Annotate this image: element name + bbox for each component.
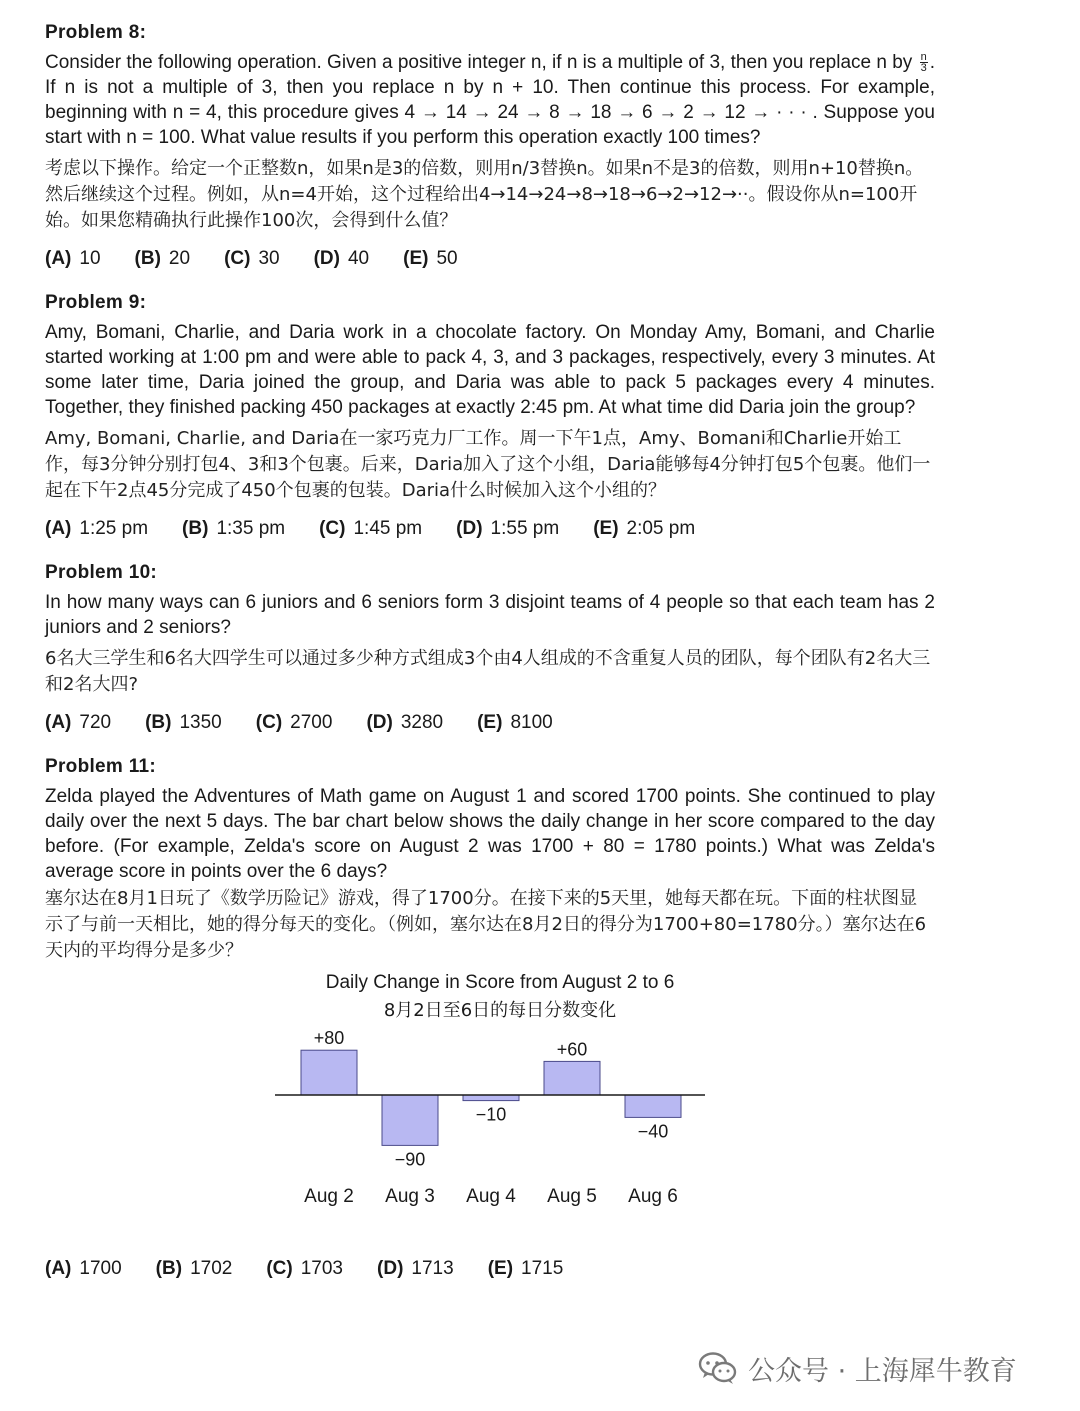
problem-title: Problem 8: xyxy=(45,22,147,43)
category-label: Aug 2 xyxy=(304,1186,354,1207)
answer-choices xyxy=(45,712,935,734)
problem-text-zh: 6名大三学生和6名大四学生可以通过多少种方式组成3个由4人组成的不含重复人员的团队，每个团队有2名大三和2名大四? xyxy=(45,648,931,695)
choice-d xyxy=(377,1258,454,1280)
problem-title: Problem 10: xyxy=(45,562,158,583)
choice-label: (C) xyxy=(266,1258,293,1279)
choice-value: 30 xyxy=(258,248,280,269)
choice-value: 8100 xyxy=(510,712,553,733)
problem-text-zh: 考虑以下操作。给定一个正整数n，如果n是3的倍数，则用n/3替换n。如果n不是3的倍数，则用n+10替换n。然后继续这个过程。例如，从n=4开始，这个过程给出4→14→24→8→18→6→2→12→··。假设你从n=100开始。如果您精确执行此操作100次，会得到什么值？ xyxy=(45,158,924,231)
choice-label: (A) xyxy=(45,518,72,539)
choice-value: 20 xyxy=(168,248,191,269)
chart-title: Daily Change in Score from August 2 to 6 xyxy=(325,972,675,993)
choice-a xyxy=(45,248,101,270)
choice-label: (B) xyxy=(182,518,209,539)
text-segment: Consider the following operation. Given a positive integer n, if n is a multiple of 3, then you replace xyxy=(45,52,872,73)
category-label: Aug 3 xyxy=(385,1186,435,1207)
choice-c xyxy=(256,712,333,734)
fraction-denominator: 3 xyxy=(920,62,927,75)
choice-c xyxy=(319,518,422,540)
choice-a xyxy=(45,712,111,734)
choice-label: (E) xyxy=(477,712,503,733)
choice-value: 1:25 pm xyxy=(79,518,149,539)
choice-label: (B) xyxy=(134,248,161,269)
problem-text-en: Amy, Bomani, Charlie, and Daria work in a chocolate factory. On Monday Amy, Bomani, and Charlie started working at 1:00 pm and were able to pack 4, 3, and 3 packages, respectively, every 3 minutes. At some later time, Daria joined the group, and Daria was able to pack 5 packages every 4 minutes. Together, they finished packing 450 packages at exactly 2:45 pm. At what time did Daria join the group? xyxy=(45,322,935,418)
choice-b xyxy=(135,248,191,270)
category-label: Aug 6 xyxy=(628,1186,678,1207)
answer-choices xyxy=(45,248,935,270)
choice-e xyxy=(403,248,457,270)
choice-e xyxy=(488,1258,564,1280)
choice-label: (C) xyxy=(319,518,346,539)
choice-value: 2:05 pm xyxy=(626,518,696,539)
problem-text-zh: Amy, Bomani, Charlie, and Daria在一家巧克力厂工作。周一下午1点，Amy、Bomani和Charlie开始工作，每3分钟分别打包4、3和3个包裹。后来，Daria加入了这个小组，Daria能够每4分钟打包5个包裹。他们一起在下午2点45分完成了450个包裹的包装。Daria什么时候加入这个小组的？ xyxy=(45,428,931,501)
wechat-watermark xyxy=(698,1346,1017,1390)
choice-label: (A) xyxy=(45,1258,72,1279)
choice-value: 1702 xyxy=(190,1258,233,1279)
data-label: +80 xyxy=(313,1028,345,1049)
choice-label: (B) xyxy=(155,1258,183,1279)
choice-label: (E) xyxy=(593,518,619,539)
choice-label: (A) xyxy=(45,248,72,269)
choice-label: (D) xyxy=(456,518,483,539)
choice-label: (B) xyxy=(145,712,172,733)
fraction-n-over-3 xyxy=(920,52,928,73)
data-label: −10 xyxy=(475,1104,507,1125)
problem-title: Problem 11: xyxy=(45,756,157,777)
choice-a xyxy=(45,518,148,540)
chart-plot xyxy=(45,970,935,1220)
wechat-icon xyxy=(698,1351,738,1385)
data-label: −90 xyxy=(394,1149,426,1170)
answer-choices xyxy=(45,518,935,540)
choice-label: (D) xyxy=(313,248,340,269)
choice-value: 2700 xyxy=(290,712,333,733)
text-segment: n by xyxy=(876,52,913,73)
choice-value: 10 xyxy=(79,248,101,269)
choice-e xyxy=(477,712,553,734)
fraction-numerator: n xyxy=(920,51,927,64)
bar-aug-3 xyxy=(382,1095,438,1145)
choice-value: 1700 xyxy=(79,1258,122,1279)
choice-label: (C) xyxy=(224,248,251,269)
choice-value: 1703 xyxy=(300,1258,344,1279)
choice-d xyxy=(456,518,559,540)
choice-value: 1:55 pm xyxy=(490,518,560,539)
choice-value: 720 xyxy=(79,712,112,733)
choice-b xyxy=(156,1258,233,1280)
choice-label: (C) xyxy=(255,712,283,733)
choice-b xyxy=(145,712,222,734)
bar-aug-4 xyxy=(463,1095,519,1101)
choice-value: 40 xyxy=(347,248,370,269)
problem-text-en: In how many ways can 6 juniors and 6 seniors form 3 disjoint teams of 4 people so that each team has 2 juniors and 2 seniors? xyxy=(45,592,935,638)
problem-11 xyxy=(45,756,935,1280)
watermark-text: 公众号 · 上海犀牛教育 xyxy=(748,1355,1017,1387)
problem-text-en: Zelda played the Adventures of Math game on August 1 and scored 1700 points. She continued to play daily over the next 5 days. The bar chart below shows the daily change in her score compared to the day before. (For example, Zelda's score on August 2 was 1700 + 80 = 1780 points.) What was Zelda's average score in points over the 6 days? xyxy=(45,786,935,882)
choice-b xyxy=(182,518,285,540)
category-label: Aug 4 xyxy=(466,1186,516,1207)
choice-label: (D) xyxy=(366,712,393,733)
data-label: −40 xyxy=(637,1121,669,1142)
choice-value: 50 xyxy=(436,248,458,269)
choice-c xyxy=(266,1258,343,1280)
choice-d xyxy=(366,712,443,734)
choice-a xyxy=(45,1258,122,1280)
problem-text-en xyxy=(45,50,935,150)
bar-chart xyxy=(45,970,935,1220)
problem-title: Problem 9: xyxy=(45,292,147,313)
bar-aug-6 xyxy=(625,1095,681,1117)
choice-value: 1:35 pm xyxy=(216,518,286,539)
choice-value: 1350 xyxy=(179,712,222,733)
choice-label: (A) xyxy=(45,712,72,733)
document-page xyxy=(45,22,935,1302)
bar-aug-2 xyxy=(301,1050,357,1095)
choice-e xyxy=(593,518,695,540)
data-label: +60 xyxy=(556,1039,588,1060)
category-label: Aug 5 xyxy=(547,1186,597,1207)
problem-9 xyxy=(45,292,935,540)
answer-choices xyxy=(45,1258,935,1280)
problem-text-zh: 塞尔达在8月1日玩了《数学历险记》游戏，得了1700分。在接下来的5天里，她每天都在玩。下面的柱状图显示了与前一天相比，她的得分每天的变化。（例如，塞尔达在8月2日的得分为1700+80=1780分。）塞尔达在6天内的平均得分是多少？ xyxy=(45,888,927,961)
chart-subtitle: 8月2日至6日的每日分数变化 xyxy=(383,1000,617,1021)
text-segment: . If n is not a multiple of 3, then you replace n by n + 10. Then continue this process. For example, beginning with n = 4, this procedure gives 4 → 14 → 24 → 8 → 18 → 6 → 2 → 12 → · · · . Suppose you start with n = 100. What value results if you perform this operation exactly 100 times? xyxy=(45,52,935,148)
choice-c xyxy=(224,248,280,270)
problem-10 xyxy=(45,562,935,734)
choice-value: 1713 xyxy=(411,1258,454,1279)
choice-value: 1:45 pm xyxy=(353,518,423,539)
choice-label: (E) xyxy=(487,1258,514,1279)
problem-8 xyxy=(45,22,935,270)
choice-d xyxy=(314,248,370,270)
choice-value: 1715 xyxy=(521,1258,564,1279)
bar-aug-5 xyxy=(544,1061,600,1095)
choice-label: (E) xyxy=(403,248,429,269)
choice-label: (D) xyxy=(377,1258,404,1279)
choice-value: 3280 xyxy=(400,712,444,733)
